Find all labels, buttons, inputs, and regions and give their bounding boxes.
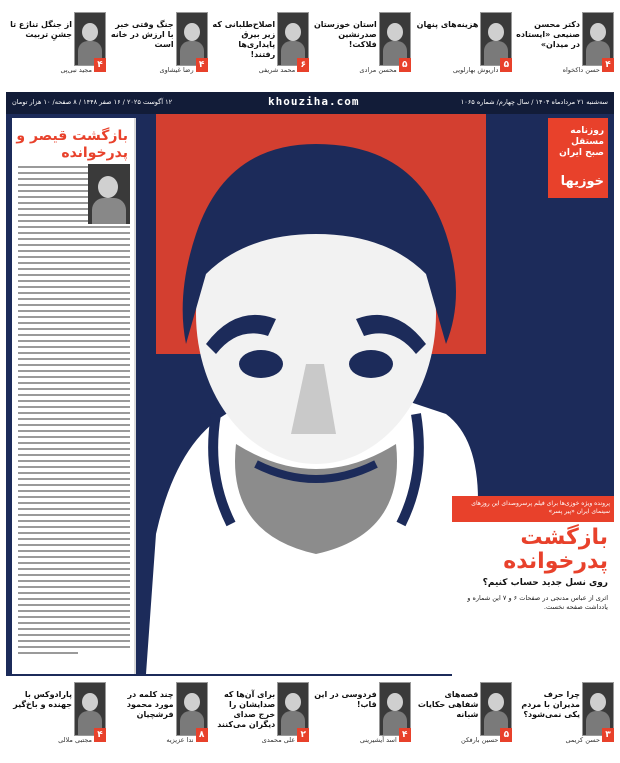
bottom-teaser[interactable]: [311, 682, 411, 748]
logo-tagline: روزنامه مستقل صبح ایران: [559, 126, 604, 158]
teaser-author: محسن مرادی: [359, 66, 397, 74]
left-article[interactable]: [12, 118, 136, 674]
bottom-teaser[interactable]: [108, 682, 208, 748]
teaser-author: محمد شریفی: [258, 66, 296, 74]
teaser-title: جنگ وقتی خبر با ارزش در خانه است: [110, 20, 174, 49]
teaser-page-number: ۲: [297, 728, 309, 742]
feature-promo[interactable]: [452, 496, 614, 676]
teaser-title: برای آن‌ها که صدایشان را خرج صدای دیگران می‌کنند: [217, 690, 276, 729]
top-teaser[interactable]: [108, 12, 208, 78]
bottom-teasers: [6, 682, 614, 748]
top-teaser[interactable]: [311, 12, 411, 78]
teaser-page-number: ۴: [602, 58, 614, 72]
issue-info: ۱۲ آگوست ۲۰۲۵ / ۱۶ صفر ۱۴۴۸ / ۸ صفحه/ ۱۰ هزار تومان: [12, 98, 173, 106]
site-url[interactable]: khouziha.com: [268, 95, 360, 108]
logo-name: خوزیها: [560, 174, 604, 189]
teaser-page-number: ۴: [94, 728, 106, 742]
top-teaser[interactable]: [209, 12, 309, 78]
teaser-author: علی محمدی: [261, 736, 296, 744]
bottom-teaser[interactable]: [412, 682, 512, 748]
teaser-page-number: ۳: [602, 728, 614, 742]
teaser-title: دکتر محسن صنیعی «ایستاده در میدان»: [516, 20, 580, 49]
teaser-author: مجتبی ملالی: [58, 736, 92, 744]
issue-date: سه‌شنبه ۲۱ مرداد‌ماه ۱۴۰۴ / سال چهارم/ شماره ۱۰۶۵: [460, 98, 608, 106]
teaser-author: حسن داکخواه: [562, 66, 600, 74]
teaser-title: هزینه‌های پنهان: [416, 20, 479, 29]
teaser-title: استان خوزستان صدرنشین فلاکت!: [313, 20, 377, 49]
top-teaser[interactable]: [514, 12, 614, 78]
teaser-title: فردوسی در این قاب!: [314, 690, 377, 709]
promo-subhead: روی نسل جدید حساب کنیم؟: [482, 578, 608, 588]
teaser-page-number: ۴: [399, 728, 411, 742]
teaser-page-number: ۵: [500, 58, 512, 72]
masthead-bar: [6, 92, 614, 114]
promo-body: اثری از عباس مدنجی در صفحات ۶ و ۷ این شماره و یادداشت صفحه نخست.: [467, 594, 608, 611]
teaser-author: ندا عزیزیه: [166, 736, 194, 744]
teaser-author: اسد آیشیرینی: [359, 736, 397, 744]
top-teaser[interactable]: [412, 12, 512, 78]
teaser-title: پارادوکس با جهنده و باخ‌گیر: [13, 690, 72, 709]
top-teasers: [6, 12, 614, 78]
left-article-body: [18, 166, 130, 658]
teaser-title: چند کلمه در مورد محمود فرشچیان: [126, 690, 174, 719]
teaser-title: اصلاح‌طلبانی که زیر بیرق پایداری‌ها رفتند!: [212, 20, 276, 59]
left-article-headline: بازگشت قیصر و پدرخوانده: [16, 128, 128, 161]
top-teaser[interactable]: [6, 12, 106, 78]
teaser-page-number: ۴: [94, 58, 106, 72]
newspaper-logo: [548, 118, 608, 198]
promo-headline: بازگشت پدرخوانده: [503, 525, 608, 574]
teaser-author: مجید نبی‌پی: [60, 66, 92, 74]
teaser-author: داریوش بهارلویی: [452, 66, 499, 74]
teaser-author: رضا غیشاوی: [159, 66, 194, 74]
promo-bar-text: پرونده ویژه خوزی‌ها برای فیلم پرسروصدای این روزهای سینمای ایران «پیر پسر»: [471, 500, 610, 515]
teaser-title: قصه‌های شفاهی حکایات شبانه: [417, 690, 479, 719]
teaser-page-number: ۵: [399, 58, 411, 72]
teaser-page-number: ۸: [196, 728, 208, 742]
teaser-page-number: ۴: [196, 58, 208, 72]
bottom-teaser[interactable]: [6, 682, 106, 748]
teaser-author: حسن کریمی: [565, 736, 600, 744]
teaser-title: چرا حرف مدیران با مردم یکی نمی‌شود؟: [521, 690, 580, 719]
promo-bar: [452, 496, 614, 522]
teaser-page-number: ۵: [500, 728, 512, 742]
teaser-title: از جنگل تناژع تا جشنِ تربیت: [10, 20, 72, 39]
teaser-author: حسین بارفکن: [461, 736, 499, 744]
bottom-teaser[interactable]: [209, 682, 309, 748]
bottom-teaser[interactable]: [514, 682, 614, 748]
teaser-page-number: ۶: [297, 58, 309, 72]
